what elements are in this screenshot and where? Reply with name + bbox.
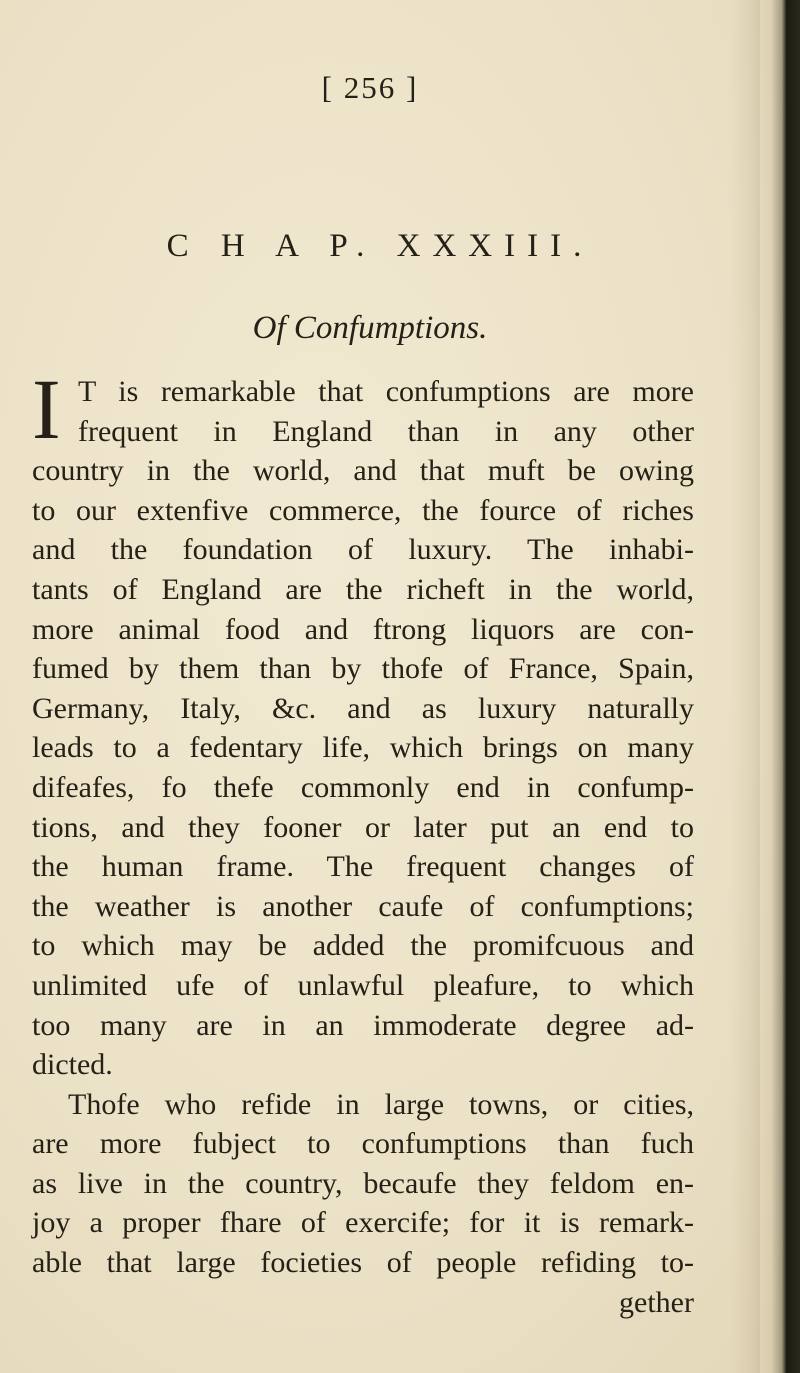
- text-line: too many are in an immoderate degree ad-: [32, 1008, 694, 1042]
- catchword: gether: [619, 1285, 694, 1319]
- chapter-heading: C H A P. XXXIII.: [166, 228, 594, 264]
- text-line: tants of England are the richeft in the world,: [32, 572, 694, 606]
- text-line: country in the world, and that muft be owing: [32, 454, 694, 488]
- text-line: the human frame. The frequent changes of: [32, 850, 694, 884]
- text-line: dicted.: [32, 1048, 113, 1082]
- text-line: frequent in England than in any other: [78, 414, 694, 448]
- text-line: as live in the country, becaufe they feldom en-: [32, 1166, 694, 1200]
- text-line: T is remarkable that confumptions are more: [78, 375, 694, 408]
- text-line: to which may be added the promifcuous and: [32, 929, 694, 963]
- text-line: are more fubject to confumptions than fuch: [32, 1127, 694, 1161]
- text-line: the weather is another caufe of confumptions;: [32, 889, 694, 923]
- text-line: more animal food and ftrong liquors are con-: [32, 612, 694, 646]
- chapter-subtitle: Of Confumptions.: [252, 310, 488, 346]
- text-line: difeafes, fo thefe commonly end in confump-: [32, 770, 694, 804]
- text-line: unlimited ufe of unlawful pleafure, to which: [32, 968, 694, 1002]
- text-line: able that large focieties of people refiding to-: [32, 1246, 694, 1280]
- page-number-header: [ 256 ]: [321, 70, 419, 105]
- drop-cap: I: [32, 369, 61, 451]
- book-gutter: [752, 0, 800, 1373]
- text-line: tions, and they fooner or later put an end to: [32, 810, 694, 844]
- text-line: to our extenfive commerce, the fource of riches: [32, 493, 694, 527]
- text-line: fumed by them than by thofe of France, Spain,: [32, 652, 694, 686]
- body-text: [32, 372, 694, 1322]
- text-line: Thofe who refide in large towns, or cities,: [68, 1087, 694, 1121]
- text-line: leads to a fedentary life, which brings on many: [32, 731, 694, 765]
- text-line: joy a proper fhare of exercife; for it is remark-: [32, 1206, 694, 1240]
- text-line: and the foundation of luxury. The inhabi-: [32, 533, 694, 567]
- text-line: Germany, Italy, &c. and as luxury naturally: [32, 691, 694, 725]
